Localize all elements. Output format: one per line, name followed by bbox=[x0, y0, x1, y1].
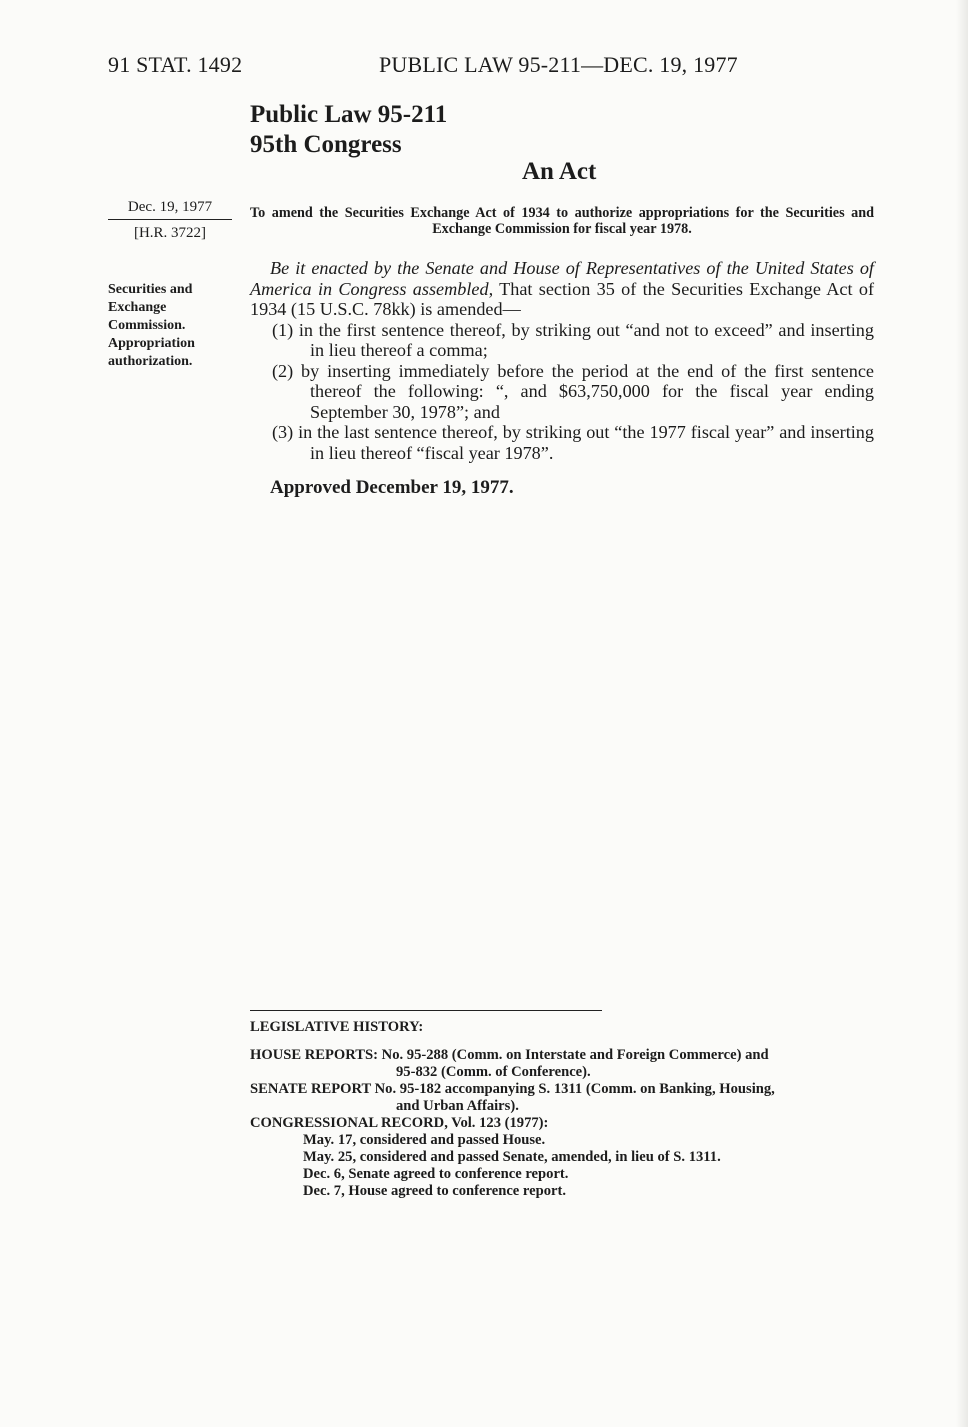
margin-date: Dec. 19, 1977 bbox=[108, 199, 232, 220]
record-action: Dec. 7, House agreed to conference report. bbox=[303, 1183, 567, 1199]
margin-note-line: Commission. bbox=[108, 318, 186, 333]
senate-report-line: SENATE REPORT No. 95-182 accompanying S. 1311 (Comm. on Banking, Housing, bbox=[250, 1081, 775, 1097]
margin-note-line: Exchange bbox=[108, 300, 167, 315]
an-act-heading: An Act bbox=[522, 158, 597, 185]
record-action: Dec. 6, Senate agreed to conference report. bbox=[303, 1166, 569, 1182]
law-title bbox=[250, 100, 447, 160]
amendment-item: (3) in the last sentence thereof, by striking out “the 1977 fiscal year” and inserting in lieu thereof “fiscal year 1978”. bbox=[272, 422, 874, 463]
senate-report-continued: and Urban Affairs). bbox=[396, 1098, 519, 1114]
act-body bbox=[250, 258, 874, 463]
record-action: May. 17, considered and passed House. bbox=[303, 1132, 546, 1148]
enacting-formula: Be it enacted by the Senate and House of Representatives of the United States of America in Congress assembled, bbox=[250, 258, 874, 299]
footnote-rule bbox=[250, 1010, 602, 1011]
congressional-record-line: CONGRESSIONAL RECORD, Vol. 123 (1977): bbox=[250, 1115, 549, 1131]
record-action: May. 25, considered and passed Senate, amended, in lieu of S. 1311. bbox=[303, 1149, 721, 1165]
margin-notes bbox=[108, 281, 228, 371]
amendment-item: (1) in the first sentence thereof, by striking out “and not to exceed” and inserting in lieu thereof a comma; bbox=[272, 319, 874, 360]
amendment-item: (2) by inserting immediately before the period at the end of the first sentence thereof the following: “, and $63,750,000 for the fiscal year ending September 30, 1978”; and bbox=[272, 360, 874, 422]
running-head: PUBLIC LAW 95-211—DEC. 19, 1977 bbox=[379, 52, 738, 77]
margin-note-line: authorization. bbox=[108, 354, 193, 369]
legislative-history-heading: LEGISLATIVE HISTORY: bbox=[250, 1019, 424, 1035]
margin-bill-number: [H.R. 3722] bbox=[133, 225, 207, 241]
house-reports-continued: 95-832 (Comm. of Conference). bbox=[396, 1064, 591, 1080]
page-edge-shadow bbox=[956, 0, 968, 1427]
act-purpose: To amend the Securities Exchange Act of 1934 to authorize appropriations for the Securities and Exchange Commission for fiscal year 1978. bbox=[250, 205, 874, 237]
enacting-text: That section 35 of the Securities Exchange Act of 1934 (15 U.S.C. 78kk) is amended— bbox=[250, 278, 875, 319]
margin-note-line: Appropriation bbox=[108, 336, 195, 351]
approval-date: Approved December 19, 1977. bbox=[270, 477, 514, 498]
congress-number: 95th Congress bbox=[250, 131, 402, 158]
legislative-history bbox=[250, 1019, 874, 1200]
public-law-number: Public Law 95-211 bbox=[250, 101, 448, 128]
enacting-clause bbox=[250, 258, 874, 320]
stat-citation: 91 STAT. 1492 bbox=[108, 52, 243, 77]
margin-note-line: Securities and bbox=[108, 282, 193, 297]
house-reports-line: HOUSE REPORTS: No. 95-288 (Comm. on Interstate and Foreign Commerce) and bbox=[250, 1047, 769, 1063]
